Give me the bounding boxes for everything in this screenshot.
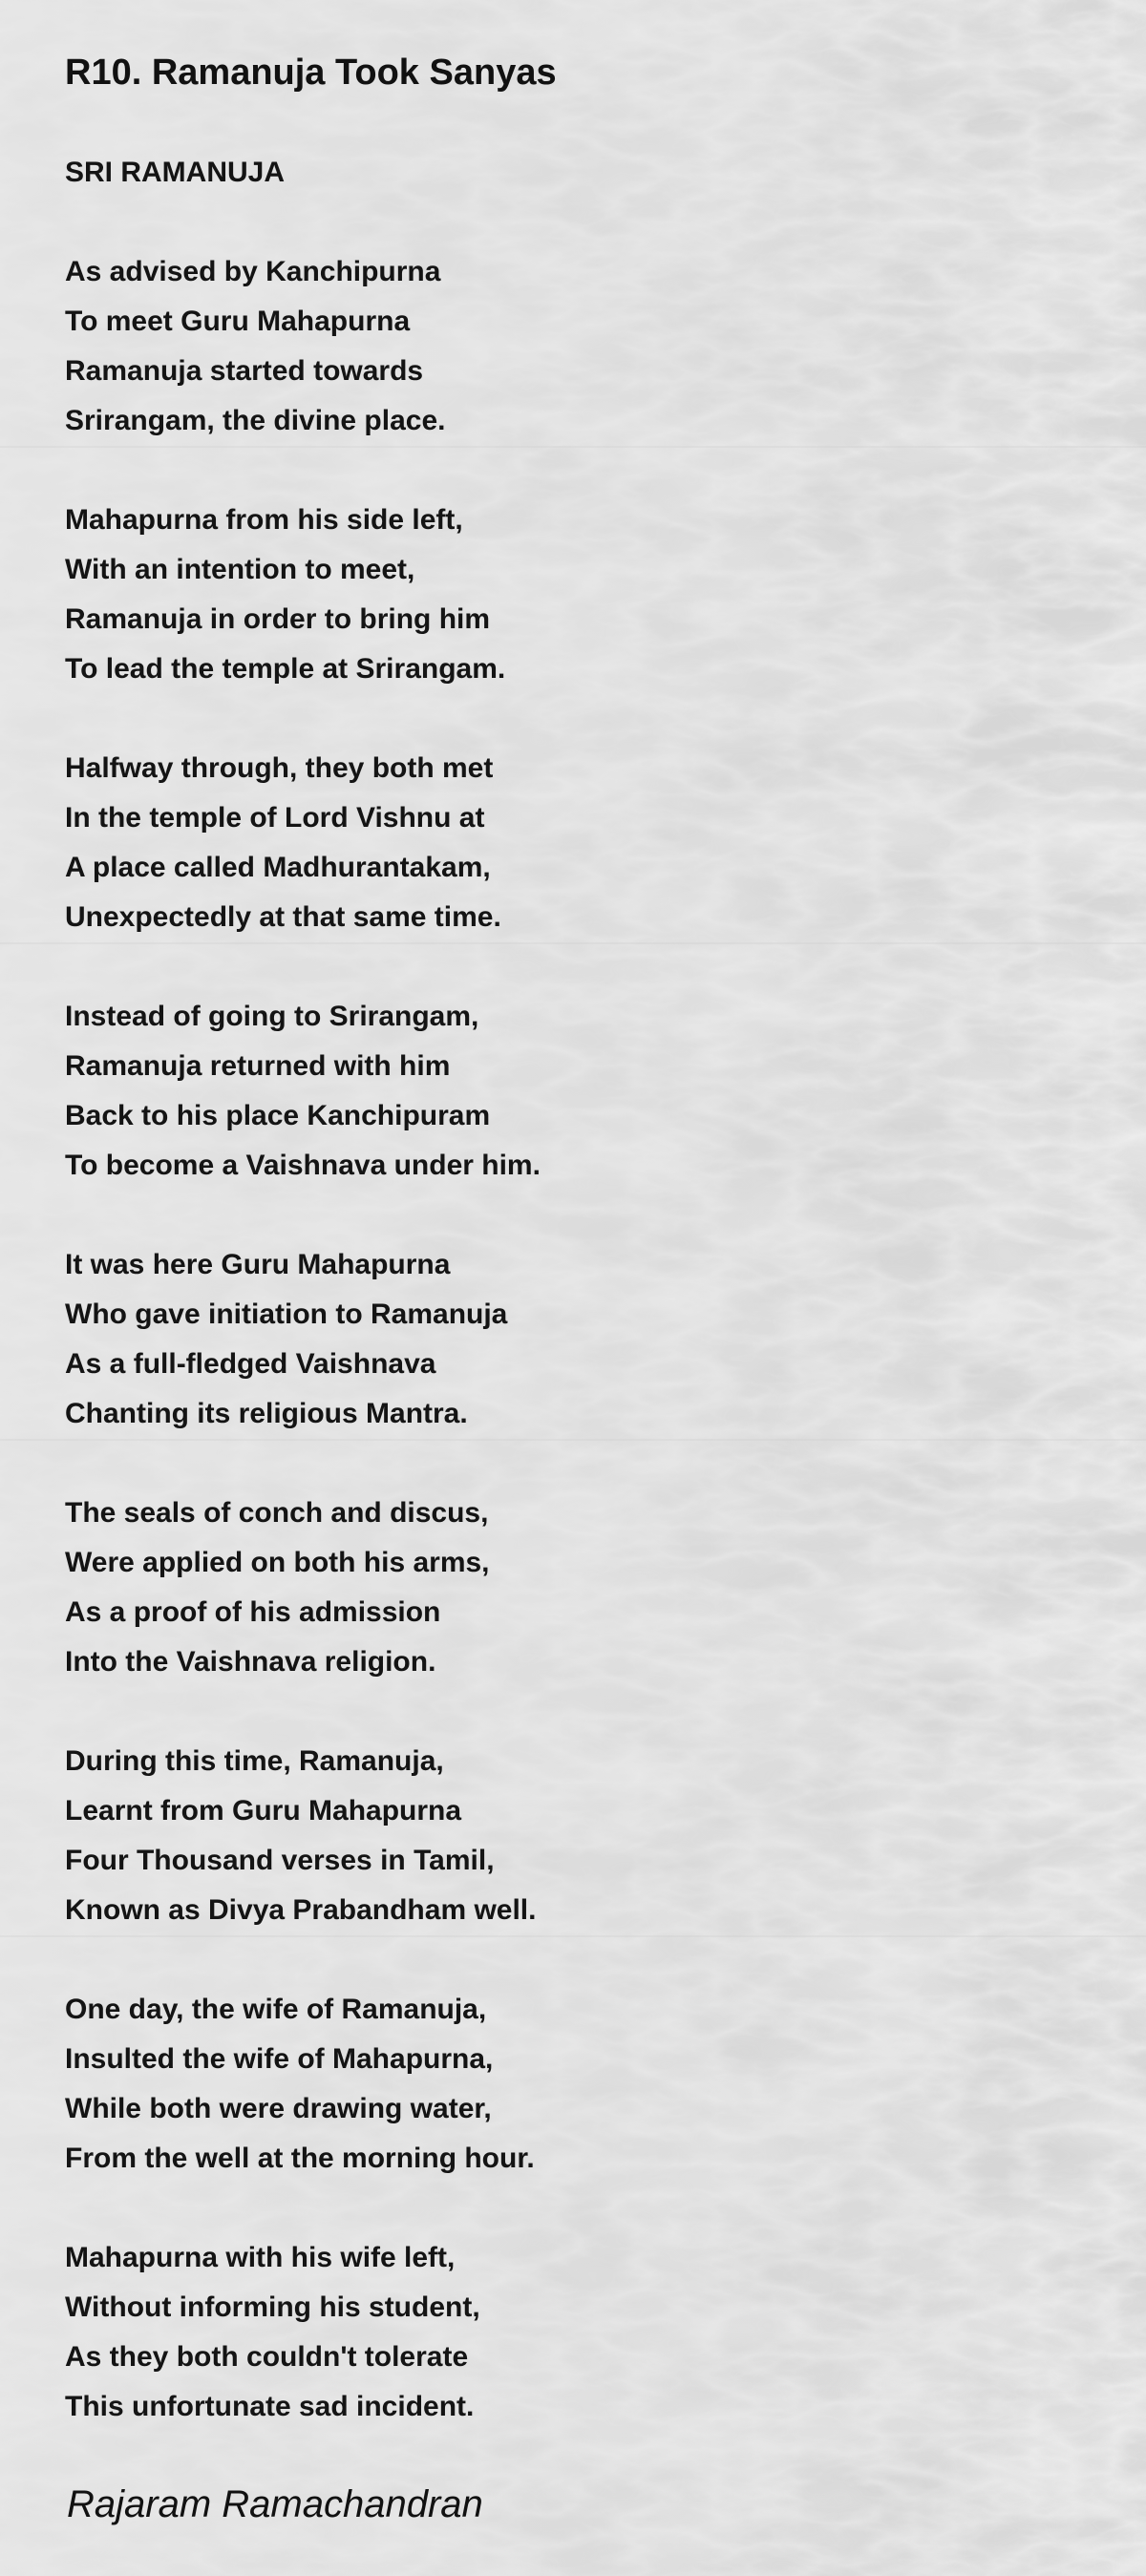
poem-title: R10. Ramanuja Took Sanyas (65, 53, 557, 93)
poem-line: Back to his place Kanchipuram (65, 1100, 491, 1131)
poem-line: With an intention to meet, (65, 554, 415, 585)
poem-line: Learnt from Guru Mahapurna (65, 1795, 462, 1826)
stanza-break (65, 1191, 541, 1240)
poem-line: Without informing his student, (65, 2291, 480, 2323)
poem-line: To meet Guru Mahapurna (65, 306, 411, 337)
poem-line: Ramanuja returned with him (65, 1050, 451, 1082)
poem-line: Mahapurna from his side left, (65, 504, 463, 536)
poem-line: From the well at the morning hour. (65, 2143, 535, 2174)
poem-line: It was here Guru Mahapurna (65, 1249, 451, 1280)
stanza-break (65, 1439, 541, 1489)
poem-subtitle: SRI RAMANUJA (65, 157, 286, 188)
poem-line: To become a Vaishnava under him. (65, 1150, 541, 1181)
poem-line: As a full-fledged Vaishnava (65, 1348, 436, 1380)
poem-line: Who gave initiation to Ramanuja (65, 1299, 508, 1330)
poem-line: As a proof of his admission (65, 1596, 441, 1628)
poem-line: As they both couldn't tolerate (65, 2341, 469, 2373)
stanza-break (65, 942, 541, 992)
poem-line: Into the Vaishnava religion. (65, 1646, 436, 1678)
poem-line: Unexpectedly at that same time. (65, 901, 501, 933)
poem-author: Rajaram Ramachandran (67, 2483, 483, 2525)
poem-line: Chanting its religious Mantra. (65, 1398, 468, 1429)
poem-line: The seals of conch and discus, (65, 1497, 489, 1529)
poem-line: Four Thousand verses in Tamil, (65, 1845, 495, 1876)
poem-line: Mahapurna with his wife left, (65, 2242, 456, 2273)
poem-line: During this time, Ramanuja, (65, 1745, 444, 1777)
poem-line: Ramanuja in order to bring him (65, 603, 491, 635)
poem-line: As advised by Kanchipurna (65, 256, 441, 287)
poem-line: In the temple of Lord Vishnu at (65, 802, 485, 834)
poem-line: Insulted the wife of Mahapurna, (65, 2043, 494, 2075)
stanza-break (65, 2184, 541, 2233)
stanza-break (65, 446, 541, 496)
stanza-break (65, 694, 541, 744)
poem-line: To lead the temple at Srirangam. (65, 653, 506, 685)
poem-line: Srirangam, the divine place. (65, 405, 446, 436)
poem-line: A place called Madhurantakam, (65, 852, 491, 883)
poem-line: One day, the wife of Ramanuja, (65, 1994, 487, 2025)
poem-line: Instead of going to Srirangam, (65, 1001, 479, 1032)
poem-line: Halfway through, they both met (65, 752, 494, 784)
poem-line: While both were drawing water, (65, 2093, 492, 2124)
poem-line: Were applied on both his arms, (65, 1547, 490, 1578)
stanza-break (65, 198, 541, 247)
poem-line: Ramanuja started towards (65, 355, 424, 387)
stanza-break (65, 1935, 541, 1985)
stanza-break (65, 1687, 541, 1737)
poem-line: Known as Divya Prabandham well. (65, 1894, 537, 1926)
poem-line: This unfortunate sad incident. (65, 2391, 475, 2422)
poem-body (65, 148, 541, 2432)
